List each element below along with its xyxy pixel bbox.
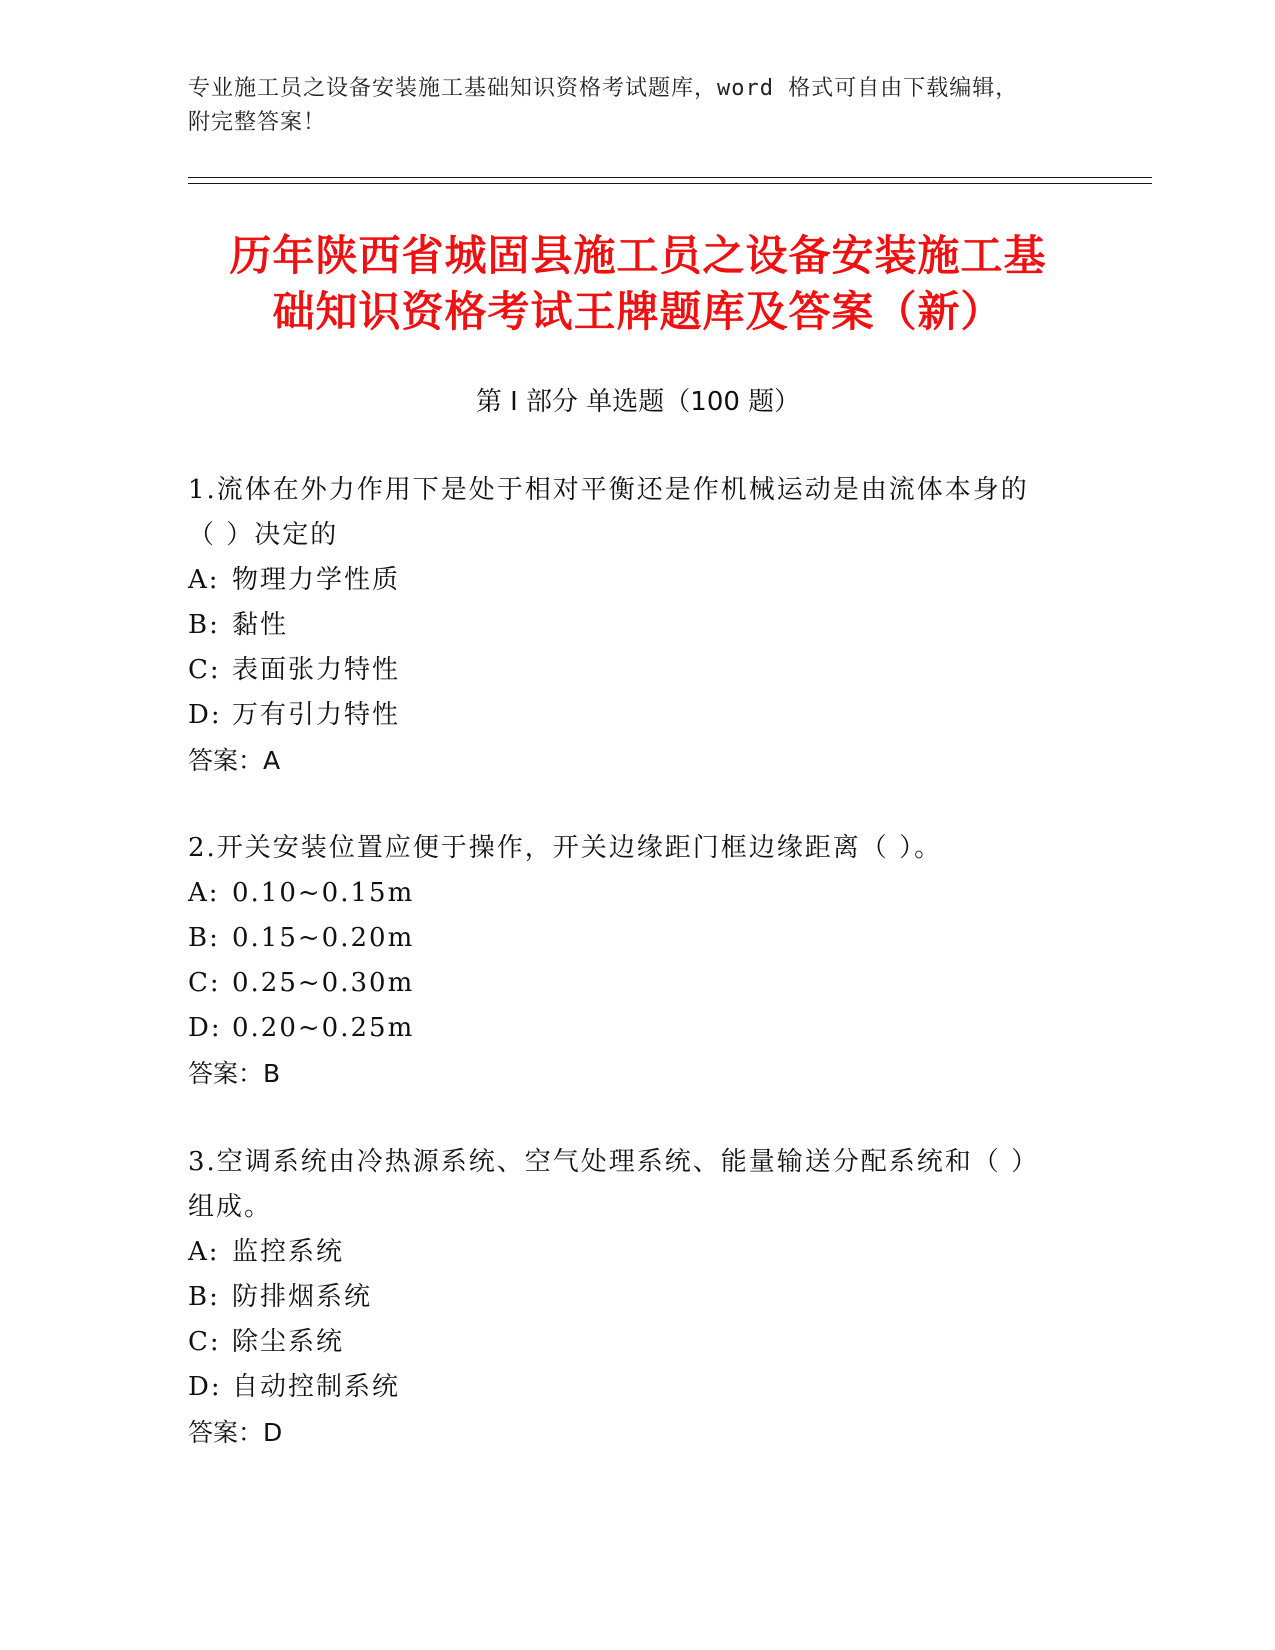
option-key: A: <box>188 565 220 595</box>
question-3 <box>188 1140 1088 1455</box>
header-note <box>188 72 1088 140</box>
question-stem-line-1: 3.空调系统由冷热源系统、空气处理系统、能量输送分配系统和（ ） <box>188 1147 1040 1177</box>
document-title <box>188 228 1088 340</box>
option-key: A: <box>188 878 220 908</box>
option-key: D: <box>188 1372 222 1402</box>
option-text: 物理力学性质 <box>232 565 401 595</box>
option-text: 0.10~0.15m <box>232 878 415 908</box>
question-stem-line-1: 2.开关安装位置应便于操作，开关边缘距门框边缘距离（ ）。 <box>188 833 943 863</box>
header-rule-bottom <box>188 183 1152 184</box>
option-key: B: <box>188 923 220 953</box>
option-text: 万有引力特性 <box>232 700 401 730</box>
header-note-line-1: 专业施工员之设备安装施工基础知识资格考试题库，word 格式可自由下载编辑， <box>188 76 1019 101</box>
option-text: 除尘系统 <box>232 1327 345 1357</box>
option-a <box>188 1230 1088 1275</box>
document-title-line-2: 础知识资格考试王牌题库及答案（新） <box>272 287 1004 336</box>
option-c <box>188 648 1088 693</box>
question-stem-line-1: 1.流体在外力作用下是处于相对平衡还是作机械运动是由流体本身的 <box>188 475 1029 505</box>
header-note-line-2: 附完整答案！ <box>188 110 327 135</box>
option-text: 表面张力特性 <box>232 655 401 685</box>
header-rule-top <box>188 177 1152 178</box>
option-text: 防排烟系统 <box>232 1282 373 1312</box>
option-a <box>188 558 1088 603</box>
option-key: B: <box>188 610 220 640</box>
option-key: B: <box>188 1282 220 1312</box>
option-d <box>188 693 1088 738</box>
option-key: C: <box>188 968 221 998</box>
option-text: 自动控制系统 <box>232 1372 401 1402</box>
option-text: 0.15~0.20m <box>232 923 415 953</box>
option-key: C: <box>188 1327 221 1357</box>
option-key: D: <box>188 1013 222 1043</box>
question-1 <box>188 468 1088 783</box>
option-b <box>188 603 1088 648</box>
option-key: C: <box>188 655 221 685</box>
option-c <box>188 961 1088 1006</box>
option-key: D: <box>188 700 222 730</box>
option-d <box>188 1365 1088 1410</box>
answer-line: 答案：A <box>188 746 281 775</box>
question-stem-line-2: （ ）决定的 <box>188 520 339 550</box>
option-text: 0.25~0.30m <box>232 968 415 998</box>
answer-line: 答案：B <box>188 1059 281 1088</box>
option-b <box>188 1275 1088 1320</box>
option-text: 0.20~0.25m <box>232 1013 415 1043</box>
option-text: 监控系统 <box>232 1237 345 1267</box>
option-key: A: <box>188 1237 220 1267</box>
option-b <box>188 916 1088 961</box>
option-d <box>188 1006 1088 1051</box>
question-2 <box>188 826 1088 1096</box>
option-text: 黏性 <box>232 610 289 640</box>
document-title-line-1: 历年陕西省城固县施工员之设备安装施工基 <box>229 231 1047 280</box>
question-stem-line-2: 组成。 <box>188 1192 273 1222</box>
answer-line: 答案：D <box>188 1418 283 1447</box>
option-a <box>188 871 1088 916</box>
section-heading: 第 I 部分 单选题（100 题） <box>475 387 801 417</box>
option-c <box>188 1320 1088 1365</box>
